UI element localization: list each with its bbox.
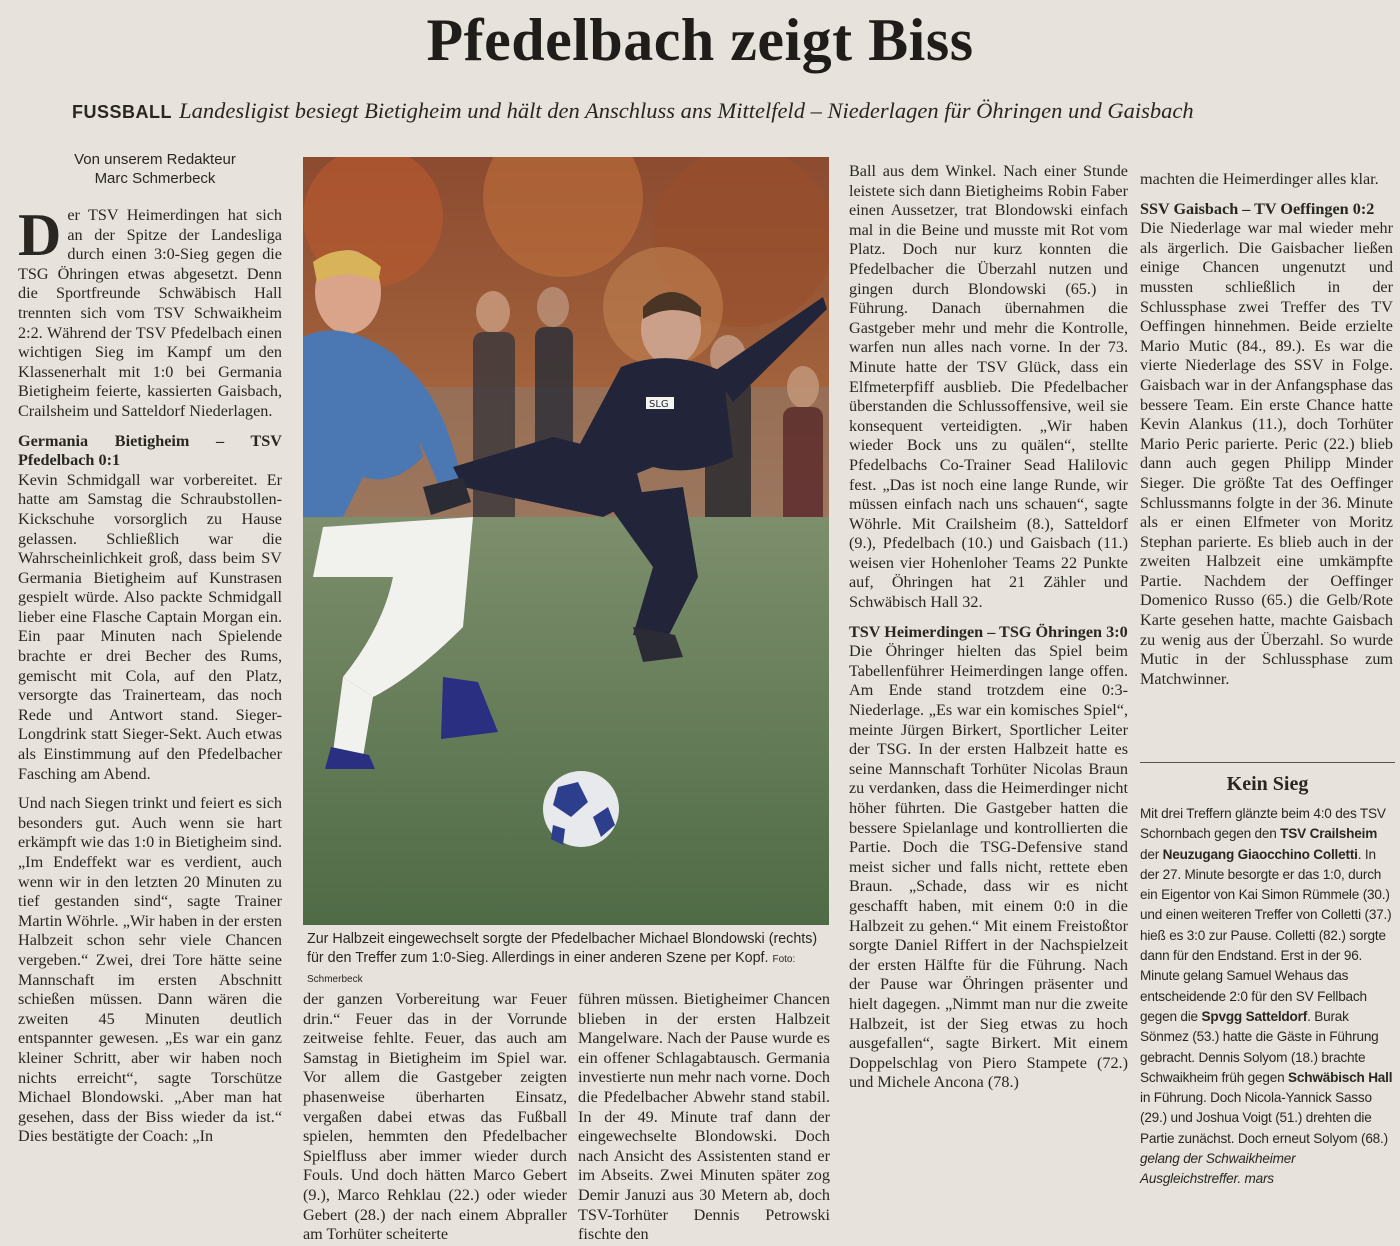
paragraph: machten die Heimerdinger alles klar. <box>1140 170 1379 188</box>
caption-text: Zur Halbzeit eingewechselt sorgte der Pfedelbacher Michael Blondowski (rechts) für den Treffer zum 1:0-Sieg. Allerdings in einer anderen Szene per Kopf. <box>307 931 818 966</box>
paragraph: Die Öhringer hielten das Spiel beim Tabellenführer Heimerdingen lange offen. Am Ende stand trotzdem eine 0:3-Niederlage. „Es war ein komisches Spiel“, meinte Jürgen Birkert, Sportlicher Leiter der TSG. In der ersten Halbzeit hatte es seine Mannschaft Torhüter Nicolas Braun zu verdanken, dass die Heimerdinger nicht höher führten. Die Gastgeber hatten die bessere Spielanlage und kontrollierten die Partie. Doch die TSG-Defensive stand meist sicher und falls nicht, rettete eben Braun. „Schade, dass wir es nicht geschafft haben, mit einem 0:0 in die Halbzeit zu gehen.“ Mit einem Freistoßtor sorgte Daniel Riffert in der Nachspielzeit der ersten Hälfte für die Führung. Nach der Pause war Öhringen präsenter und hielt dagegen. „Nimmt man nur die zweite Halbzeit, ist der Sieg etwas zu hoch ausgefallen“, sagte Birkert. Mit einem Doppelschlag von Piero Stampete (72.) und Michele Ancona (78.) <box>849 642 1128 1092</box>
info-text-italic: gelang der Schwaikheimer Ausgleichstreffer. mars <box>1140 1151 1296 1187</box>
team-name: TSV Crailsheim <box>1280 826 1378 842</box>
dropcap: D <box>18 202 62 268</box>
info-box <box>1140 762 1395 1190</box>
paragraph: der ganzen Vorbereitung war Feuer drin.“ Feuer das in der Vorrunde zeitweise fehlte. Feuer, das auch am Samstag in Bietigheim im Spiel war. Vor allem die Gastgeber zeigten phasenweise überharten Einsatz, vergaßen dabei etwas das Fußball spielen, hemmten den Pfedelbacher Spielfluss aber immer wieder durch Fouls. Und doch hätten Marco Gebert (9.), Marco Rehklau (22.) oder wieder Gebert (28.) der nach einem Abpraller am Torhüter scheiterte <box>303 990 567 1244</box>
column-4 <box>849 162 1128 1093</box>
column-5 <box>1140 170 1393 689</box>
paragraph: Ball aus dem Winkel. Nach einer Stunde leistete sich dann Bietigheims Robin Faber einen Aussetzer, trat Blondowski einfach mal in die Beine und musste mit Rot vom Platz. Doch nur kurz konnten die Pfedelbacher die Überzahl nutzen und gingen durch Blondowski (65.) in Führung. Danach übernahmen die Gastgeber mehr und mehr die Kontrolle, warfen nun alles nach vorne. In der 73. Minute hatte der TSV Glück, dass ein Elfmeterpfiff ausblieb. Die Pfedelbacher überstanden die Schlussoffensive, weil sie konsequent verteidigten. „Wir haben wieder Bock uns zu quälen“, stellte Pfedelbachs Co-Trainer Sead Halilovic fest. „Das ist noch eine lange Runde, wir müssen einfach nach uns schauen“, sagte Wöhrle. Mit Crailsheim (8.), Satteldorf (9.), Pfedelbach (10.) und Gaisbach (11.) weisen vier Hohenloher Teams 22 Punkte auf, Öhringen hat 21 Zähler und Schwäbisch Hall 32. <box>849 162 1128 612</box>
info-text: . In der 27. Minute besorgte er das 1:0, durch ein Eigentor von Kai Simon Rümmele (30.) und einen weiteren Treffer von Colletti (37.) hieß es 3:0 zur Pause. Colletti (82.) sorgte dann für den Endstand. Erst in der 96. Minute gelang Samuel Wehaus das entscheidende 2:0 für den SV Fellbach gegen die <box>1140 846 1392 1024</box>
photo-credit: Foto: Schmerbeck <box>307 954 796 985</box>
column-1 <box>18 202 282 1147</box>
subheadline <box>72 98 1392 124</box>
section-heading-heimerdingen: TSV Heimerdingen – TSG Öhringen 3:0 <box>849 622 1128 641</box>
column-2 <box>303 990 567 1245</box>
info-text: Mit drei Treffern glänzte beim 4:0 des TSV Schornbach gegen den <box>1140 806 1386 842</box>
paragraph: Und nach Siegen trinkt und feiert es sich besonders gut. Auch wenn sie hart erkämpft wie das 1:0 in Bietigheim sind. „Im Endeffekt war es verdient, auch wenn wir in den letzten 20 Minuten zu tief gestanden sind“, sagte Trainer Martin Wöhrle. „Wir haben in der ersten Halbzeit schon sehr viele Chancen vergeben.“ Zwei, drei Tore hätte seine Mannschaft im ersten Abschnitt schießen müssen. Dann wären die zweiten 45 Minuten deutlich entspannter gewesen. „Es war ein ganz kleiner Schritt, aber wir haben noch nichts erreicht“, sagte Torschütze Michael Blondowski. „Aber man hat gesehen, dass der Biss wieder da ist.“ Dies bestätigte der Coach: „In <box>18 794 282 1146</box>
byline <box>20 150 290 188</box>
team-name: Schwäbisch Hall <box>1288 1069 1393 1085</box>
team-name: Spvgg Satteldorf <box>1201 1008 1308 1024</box>
photo-caption <box>307 930 832 989</box>
column-3 <box>578 990 830 1245</box>
headline: Pfedelbach zeigt Biss <box>426 7 974 73</box>
paragraph: Die Niederlage war mal wieder mehr als ärgerlich. Die Gaisbacher ließen einige Chancen ungenutzt und mussten schließlich in der Schlussphase zwei Treffer des TV Oeffingen hinnehmen. Beide erzielte Mario Mutic (84., 89.). Es war die vierte Niederlage des SSV in Folge. Gaisbach war in der Anfangsphase das bessere Team. Ein erste Chance hatte Kevin Alankus (11.), doch Torhüter Mario Peric parierte. Peric (22.) blieb dann auch gegen Philipp Minder Sieger. Die größte Tat des Oeffinger Schlussmanns folgte in der 36. Minute als er einen Elfmeter von Moritz Stephan parierte. Es blieb auch in der zweiten Halbzeit eine umkämpfte Partie. Nachdem der Oeffinger Domenico Russo (65.) die Gelb/Rote Karte gesehen hatte, machte Gaisbach zu wenig aus der Überzahl. So wurde Mutic in der Schlussphase zum Matchwinner. <box>1140 219 1393 688</box>
section-kicker: FUSSBALL <box>72 102 172 122</box>
photo-scene <box>303 157 829 925</box>
info-box-body <box>1140 804 1395 1190</box>
info-box-title: Kein Sieg <box>1226 773 1309 795</box>
intro-paragraph: er TSV Heimerdingen hat sich an der Spitze der Landesliga durch einen 3:0-Sieg gegen die TSG Öhringen etwas abgesetzt. Denn die Sportfreunde Schwäbisch Hall trennten sich vom TSV Schwaikheim 2:2. Während der TSV Pfedelbach einen wichtigen Sieg im Kampf um den Klassenerhalt mit 1:0 bei Germania Bietigheim feierte, kassierten Gaisbach, Crailsheim und Satteldorf Niederlagen. <box>18 206 282 420</box>
section-heading-bietigheim: Germania Bietigheim – TSV Pfedelbach 0:1 <box>18 431 282 470</box>
match-ball <box>543 771 619 847</box>
subheadline-text: Landesligist besiegt Bietigheim und hält den Anschluss ans Mittelfeld – Niederlagen für Öhringen und Gaisbach <box>179 98 1194 123</box>
player-name: Neuzugang Giaocchino Colletti <box>1162 846 1358 862</box>
info-text: der <box>1140 846 1163 862</box>
shirt-sponsor-text: SLG <box>649 399 669 410</box>
byline-role: Von unserem Redakteur <box>74 151 236 168</box>
byline-author: Marc Schmerbeck <box>94 170 216 187</box>
info-text: in Führung. Doch Nicola-Yannick Sasso (29.) und Joshua Voigt (51.) drehten die Partie zunächst. Doch erneut Solyom (68.) <box>1140 1090 1388 1146</box>
info-text: . Burak Sönmez (53.) hatte die Gäste in Führung gebracht. Dennis Solyom (18.) brachte Schwaikheim früh gegen <box>1140 1008 1379 1085</box>
artificial-turf <box>303 517 829 925</box>
paragraph: führen müssen. Bietigheimer Chancen blieben in der ersten Halbzeit Mangelware. Nach der Pause wurde es ein offener Schlagabtausch. Germania investierte nun mehr nach vorne. Doch die Pfedelbacher Abwehr stand stabil. In der 49. Minute traf dann der eingewechselte Blondowski. Doch nach Ansicht des Assistenten stand er im Abseits. Zwei Minuten später zog Demir Januzi aus 30 Metern ab, doch TSV-Torhüter Dennis Petrowski fischte den <box>578 990 830 1244</box>
section-heading-gaisbach: SSV Gaisbach – TV Oeffingen 0:2 <box>1140 199 1375 218</box>
paragraph: Kevin Schmidgall war vorbereitet. Er hatte am Samstag die Schraubstollen-Kickschuhe vorsorglich zu Hause gelassen. Schließlich war die Wahrscheinlichkeit groß, dass beim SV Germania Bietigheim auf Kunstrasen gespielt würde. Also packte Schmidgall lieber eine Flasche Captain Morgan ein. Ein paar Minuten nach Spielende brachte er drei Becher des Rums, gemischt mit Cola, auf den Platz, versorgte das Trainerteam, das noch Rede und Antwort stand. Sieger-Longdrink statt Sieger-Sekt. Auch etwas als Einstimmung auf den Pfedelbacher Fasching am Abend. <box>18 470 282 783</box>
match-photo <box>303 157 829 925</box>
